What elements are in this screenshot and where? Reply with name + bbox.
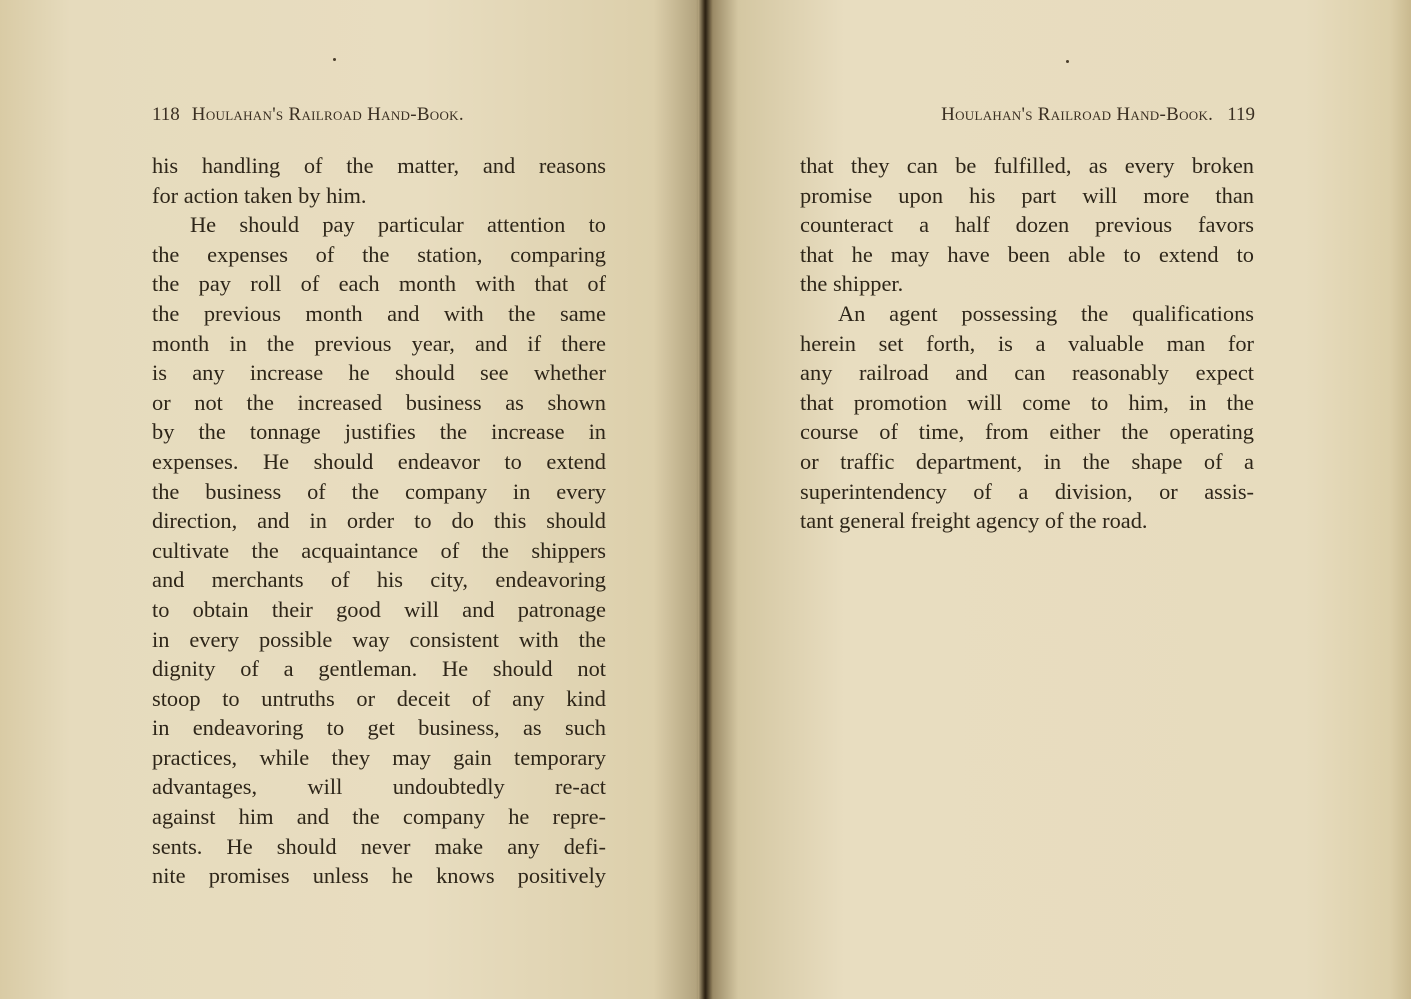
page-speck xyxy=(1066,60,1069,63)
text-line: course of time, from either the operating xyxy=(800,419,1254,445)
left-page xyxy=(0,0,703,999)
text-line: that he may have been able to extend to xyxy=(800,241,1254,267)
right-page-body xyxy=(800,151,1254,536)
text-line: stoop to untruths or deceit of any kind xyxy=(152,685,606,711)
text-line: that promotion will come to him, in the xyxy=(800,389,1254,415)
text-line: that they can be fulfilled, as every broken xyxy=(800,153,1254,178)
text-line: direction, and in order to do this should xyxy=(152,508,606,534)
left-running-head xyxy=(152,104,464,126)
text-line: the pay roll of each month with that of xyxy=(152,271,606,297)
text-line: dignity of a gentleman. He should not xyxy=(152,656,606,682)
text-line: for action taken by him. xyxy=(152,182,367,208)
text-line: sents. He should never make any defi- xyxy=(152,833,606,859)
text-line: herein set forth, is a valuable man for xyxy=(800,330,1254,356)
text-line: An agent possessing the qualifications xyxy=(838,300,1254,326)
right-running-head xyxy=(941,104,1255,126)
text-line: the expenses of the station, comparing xyxy=(152,241,606,267)
text-line: counteract a half dozen previous favors xyxy=(800,212,1254,238)
text-line: against him and the company he repre- xyxy=(152,804,606,830)
text-line: tant general freight agency of the road. xyxy=(800,508,1148,534)
text-line: or traffic department, in the shape of a xyxy=(800,448,1254,474)
text-line: month in the previous year, and if there xyxy=(152,330,606,356)
text-line: to obtain their good will and patronage xyxy=(152,596,606,622)
left-page-number: 118 xyxy=(152,104,180,125)
text-line: is any increase he should see whether xyxy=(152,360,606,386)
text-line: expenses. He should endeavor to extend xyxy=(152,448,606,474)
right-running-title: Houlahan's Railroad Hand-Book. xyxy=(941,104,1214,125)
left-running-title: Houlahan's Railroad Hand-Book. xyxy=(191,104,464,125)
text-line: the shipper. xyxy=(800,271,904,297)
text-line: practices, while they may gain temporary xyxy=(152,744,606,770)
text-line: promise upon his part will more than xyxy=(800,182,1254,208)
text-line: his handling of the matter, and reasons xyxy=(152,153,606,178)
text-line: in every possible way consistent with the xyxy=(152,626,606,652)
text-line: in endeavoring to get business, as such xyxy=(152,715,606,741)
text-line: He should pay particular attention to xyxy=(190,212,606,238)
text-line: nite promises unless he knows positively xyxy=(152,863,606,889)
text-line: and merchants of his city, endeavoring xyxy=(152,567,606,593)
page-speck xyxy=(333,58,336,61)
text-line: by the tonnage justifies the increase in xyxy=(152,419,606,445)
text-line: cultivate the acquaintance of the shippers xyxy=(152,537,606,563)
text-line: or not the increased business as shown xyxy=(152,389,606,415)
text-line: the business of the company in every xyxy=(152,478,606,504)
text-line: any railroad and can reasonably expect xyxy=(800,360,1254,386)
right-page-number: 119 xyxy=(1227,104,1255,125)
book-gutter xyxy=(698,0,712,999)
left-page-body xyxy=(152,151,606,891)
right-page xyxy=(703,0,1411,999)
text-line: superintendency of a division, or assis- xyxy=(800,478,1254,504)
text-line: advantages, will undoubtedly re-act xyxy=(152,774,606,800)
text-line: the previous month and with the same xyxy=(152,300,606,326)
